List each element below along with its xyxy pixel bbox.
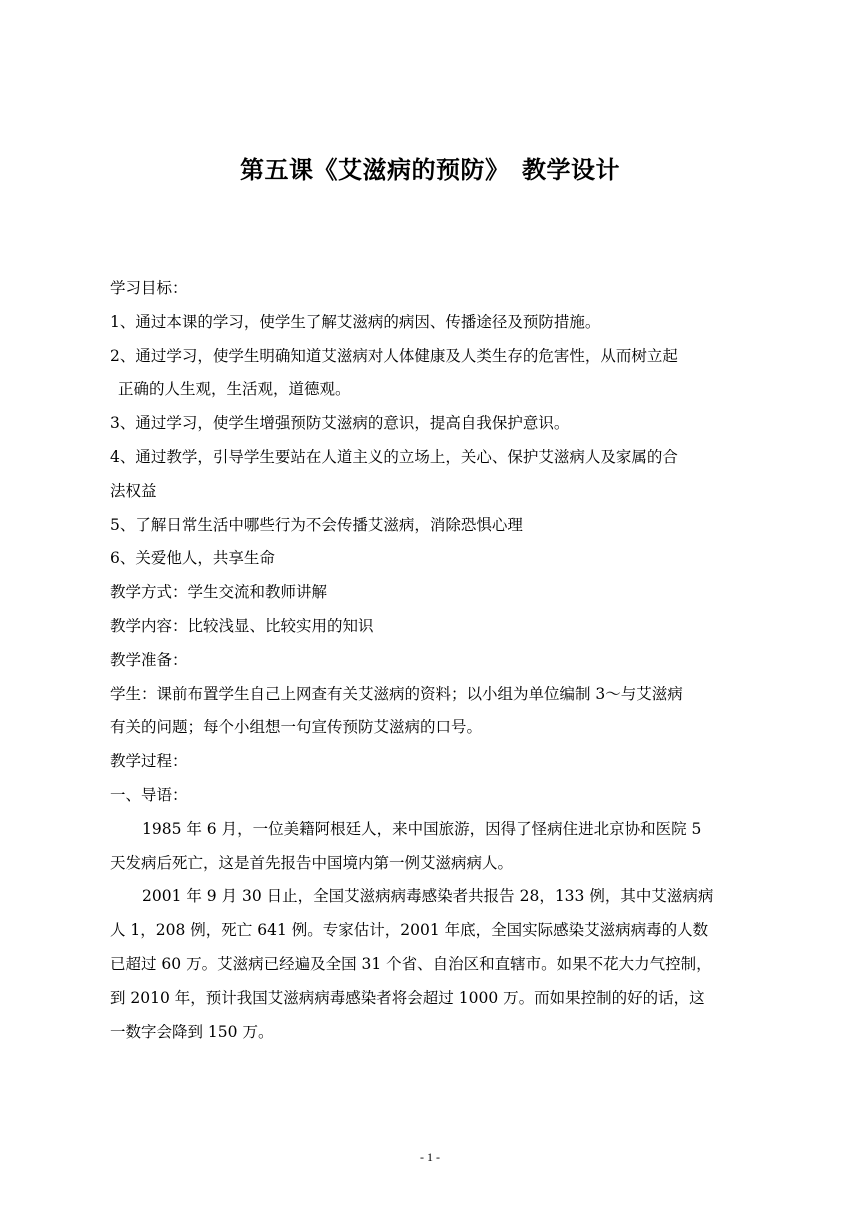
objective-item-continuation: 正确的人生观，生活观，道德观。 — [118, 380, 351, 399]
section-heading-objectives: 学习目标： — [110, 279, 188, 297]
objective-item-continuation: 法权益 — [110, 481, 157, 500]
paragraph-text: 已超过 60 万。艾滋病已经遍及全国 31 个省、自治区和直辖市。如果不花大力气控制， — [110, 954, 712, 973]
objective-item: 6、关爱他人，共享生命 — [110, 549, 275, 568]
paragraph-text: 1985 年 6 月，一位美籍阿根廷人，来中国旅游，因得了怪病住进北京协和医院 5 — [142, 819, 702, 838]
paragraph-text: 天发病后死亡，这是首先报告中国境内第一例艾滋病病人。 — [110, 853, 514, 872]
objective-item: 1、通过本课的学习，使学生了解艾滋病的病因、传播途径及预防措施。 — [110, 312, 601, 331]
document-title: 第五课《艾滋病的预防》 教学设计 — [240, 156, 620, 184]
teaching-method: 教学方式：学生交流和教师讲解 — [110, 583, 328, 602]
paragraph-text: 2001 年 9 月 30 日止，全国艾滋病病毒感染者共报告 28，133 例，其中艾滋病病 — [142, 887, 714, 906]
section-heading-intro: 一、导语： — [110, 785, 188, 804]
objective-item: 2、通过学习，使学生明确知道艾滋病对人体健康及人类生存的危害性，从而树立起 — [110, 346, 678, 365]
objective-item: 5、了解日常生活中哪些行为不会传播艾滋病，消除恐惧心理 — [110, 515, 523, 534]
page-number: - 1 - — [420, 1150, 440, 1164]
objective-item: 3、通过学习，使学生增强预防艾滋病的意识，提高自我保护意识。 — [110, 414, 570, 433]
document-body — [110, 272, 755, 1049]
section-heading-preparation: 教学准备： — [110, 650, 188, 669]
paragraph-text: 人 1，208 例，死亡 641 例。专家估计，2001 年底，全国实际感染艾滋病病毒的人数 — [110, 921, 709, 940]
section-heading-process: 教学过程： — [110, 752, 188, 771]
objective-item: 4、通过教学，引导学生要站在人道主义的立场上，关心、保护艾滋病人及家属的合 — [110, 447, 678, 466]
paragraph-text: 一数字会降到 150 万。 — [110, 1022, 274, 1041]
preparation-text: 学生：课前布置学生自己上网查有关艾滋病的资料；以小组为单位编制 3～与艾滋病 — [110, 684, 683, 703]
preparation-text: 有关的问题；每个小组想一句宣传预防艾滋病的口号。 — [110, 718, 483, 737]
paragraph-text: 到 2010 年，预计我国艾滋病病毒感染者将会超过 1000 万。而如果控制的好的话，这 — [110, 988, 705, 1007]
teaching-content: 教学内容：比较浅显、比较实用的知识 — [110, 616, 374, 635]
